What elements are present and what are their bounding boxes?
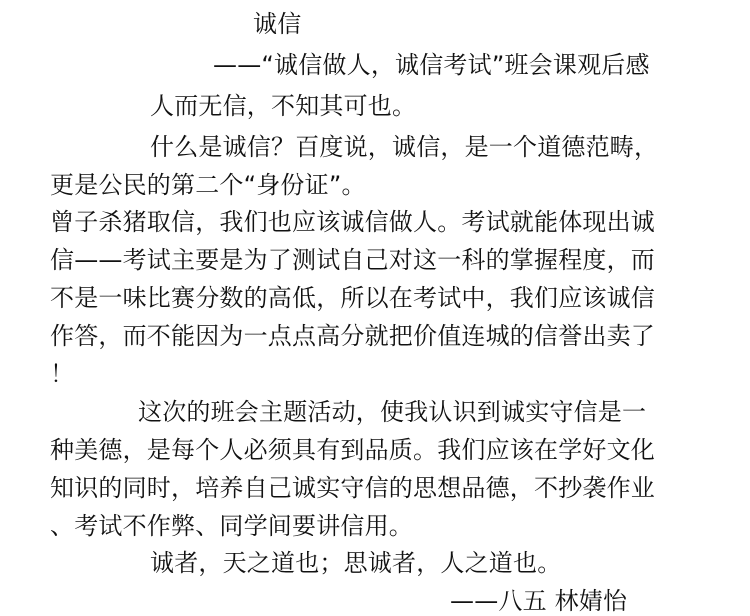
paragraph-line: 、考试不作弊、同学间要讲信用。 — [50, 512, 413, 540]
paragraph-line: 这次的班会主题活动，使我认识到诚实守信是一 — [138, 398, 647, 426]
paragraph-line: 曾子杀猪取信，我们也应该诚信做人。考试就能体现出诚 — [50, 208, 655, 236]
paragraph-line: 信——考试主要是为了测试自己对这一科的掌握程度，而 — [50, 246, 655, 274]
paragraph-line: 知识的同时，培养自己诚实守信的思想品德，不抄袭作业 — [50, 474, 655, 502]
paragraph-line: 更是公民的第二个“身份证”。 — [50, 171, 366, 199]
document-title: 诚信 — [253, 10, 302, 38]
paragraph-line: ！ — [50, 360, 75, 388]
closing-quote: 诚者，天之道也；思诚者，人之道也。 — [150, 549, 562, 577]
paragraph-line: 种美德，是每个人必须具有到品质。我们应该在学好文化 — [50, 436, 655, 464]
paragraph-line: 不是一味比赛分数的高低，所以在考试中，我们应该诚信 — [50, 284, 655, 312]
opening-quote: 人而无信，不知其可也。 — [150, 92, 417, 120]
document-subtitle: ——“诚信做人，诚信考试”班会课观后感 — [213, 51, 650, 79]
signature: ——八五 林婧怡 — [450, 587, 628, 615]
paragraph-line: 作答，而不能因为一点点高分就把价值连城的信誉出卖了 — [50, 322, 655, 350]
paragraph-line: 什么是诚信？百度说，诚信，是一个道德范畴， — [150, 133, 659, 161]
